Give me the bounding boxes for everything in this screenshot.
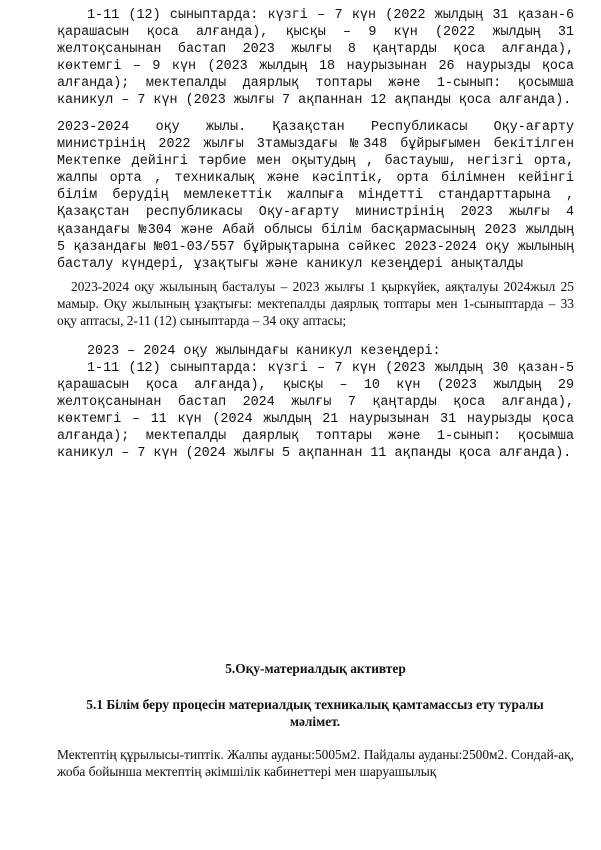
subsection-heading-material-support: 5.1 Білім беру процесін материалдық техникалық қамтамассыз ету туралы мәлімет. [86, 697, 544, 729]
year-start-duration-paragraph: 2023-2024 оқу жылының басталуы – 2023 жылғы 1 қыркүйек, аяқталуы 2024жыл 25 мамыр. Оқу жылының ұзақтығы: мектепалды даярлық топтары мен 1-сыныптарда – 33 оқу аптасы, 2-11 (12) сыныптарда – 34 оқу аптасы; [57, 279, 574, 328]
section-heading-material-assets: 5.Оқу-материалдық активтер [225, 661, 406, 676]
holidays-2023-2024-paragraph: 1-11 (12) сыныптарда: күзгі – 7 күн (2023 жылдың 30 қазан-5 қарашасын қоса алғанда), қысқы – 10 күн (2023 жылдың 29 желтоқсанынан бастап 2024 жылғы 7 қаңтарды қоса алғанда), көктемгі – 11 күн (2024 жылдың 21 наурызынан 31 наурызды қоса алғанда); мектепалды даярлық топтары және 1-сынып: қосымша каникул – 7 күн (2024 жылғы 5 ақпаннан 11 ақпанды қоса алғанда). [57, 361, 574, 462]
holidays-2022-2023-paragraph: 1-11 (12) сыныптарда: күзгі – 7 күн (2022 жылдың 31 қазан-6 қарашасын қоса алғанда), қысқы – 9 күн (2022 жылдың 31 желтоқсанынан бастап 2023 жылғы 8 қаңтарды қоса алғанда), көктемгі – 9 күн (2023 жылдың 18 наурызынан 26 наурызды қоса алғанда); мектепалды даярлық топтары және 1-сынып: қосымша каникул – 7 күн (2023 жылғы 7 ақпаннан 12 ақпанды қоса алғанда). [57, 8, 574, 109]
holidays-heading-line: 2023 – 2024 оқу жылындағы каникул кезеңдері: [87, 344, 441, 359]
academic-year-2023-2024-paragraph: 2023-2024 оқу жылы. Қазақстан Республикасы Оқу-ағарту министрінің 2022 жылғы 3тамыздағы №348 бұйрығымен бекітілген Мектепке дейінгі тәрбие мен оқытудың , бастауыш, негізгі орта, жалпы орта , техникалық және кәсіптік, орта білімнен кейінгі білім берудің мемлекеттік жалпыға міндетті стандарттарына , Қазақстан республикасы Оқу-ағарту министрінің 2023 жылғы 4 қазандағы №304 және Абай облысы білім басқармасының 2023 жылдың 5 қазандағы №01-03/557 бұйрықтарына сәйкес 2023-2024 оқу жылының басталу күндері, ұзақтығы және каникул кезеңдері анықталды [57, 120, 574, 272]
school-building-paragraph: Мектептің құрылысы-типтік. Жалпы ауданы:5005м2. Пайдалы ауданы:2500м2. Сондай-ақ, жоба бойынша мектептің әкімшілік кабинеттері мен шаруашылық [57, 747, 574, 779]
